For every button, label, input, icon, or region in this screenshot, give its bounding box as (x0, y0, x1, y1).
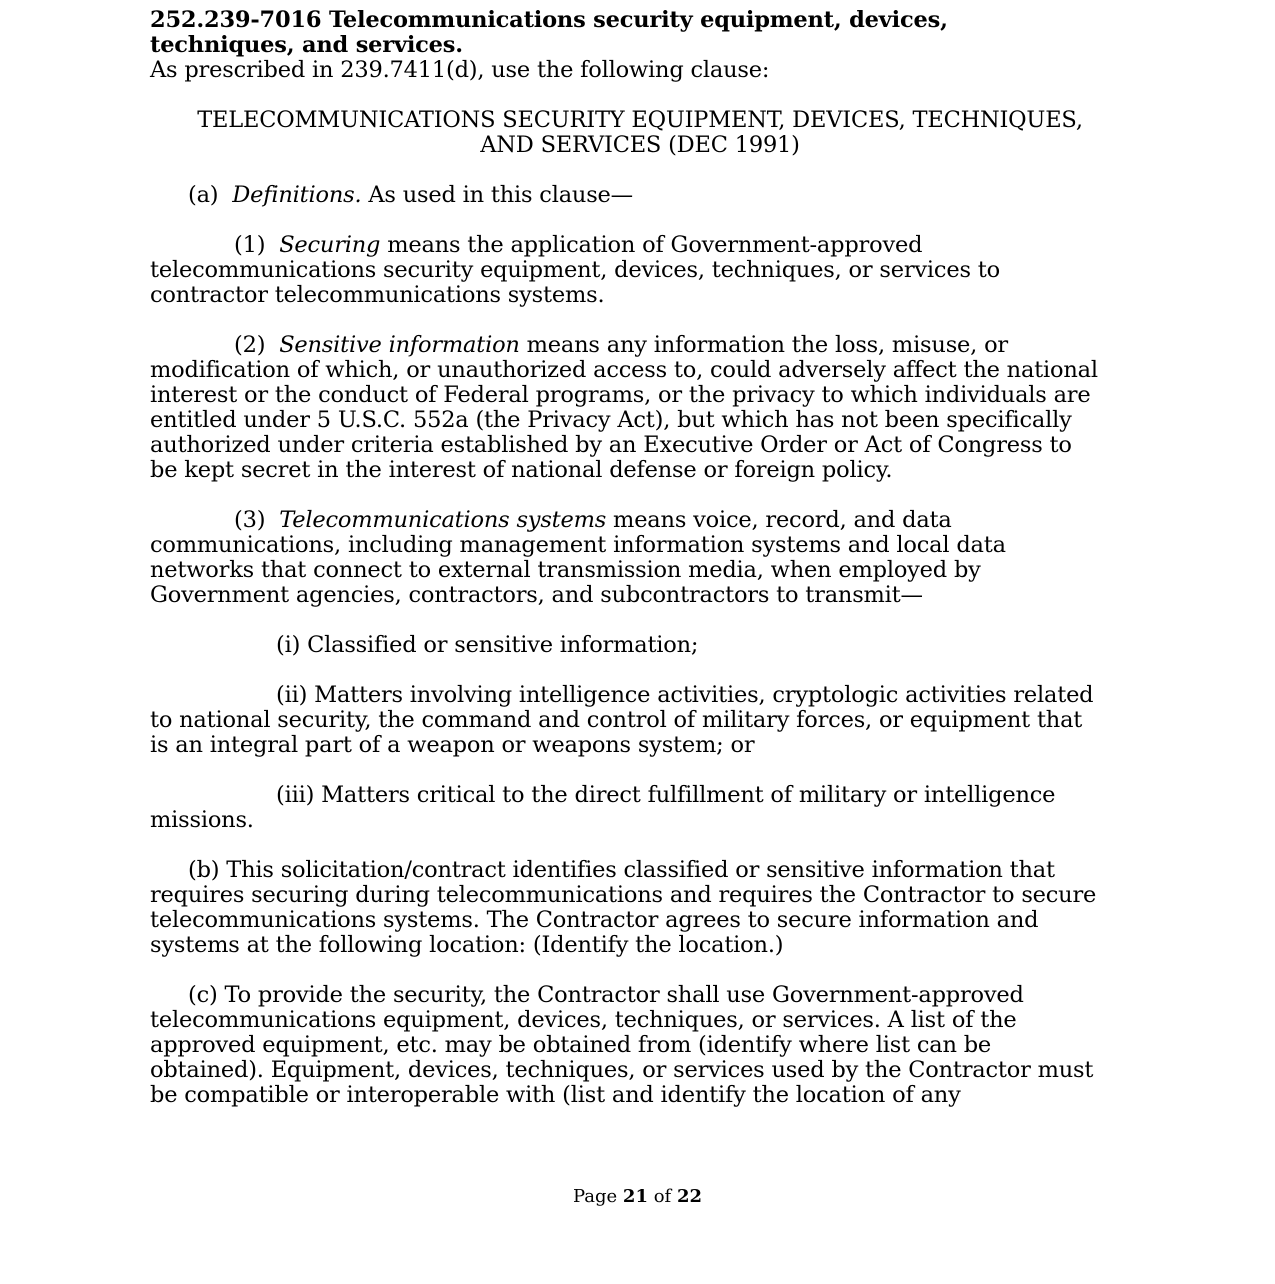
definition-2-line: modification of which, or unauthorized access to, could adversely affect the national (150, 357, 1098, 383)
definition-3-text: means voice, record, and data (606, 507, 952, 533)
definition-2-term: Sensitive information (279, 332, 520, 358)
paragraph-a-text: As used in this clause— (361, 182, 633, 208)
page-footer (0, 1186, 1275, 1208)
paragraph-b-first-line: (b) This solicitation/contract identifies classified or sensitive information that (188, 857, 1055, 883)
section-heading-line-2: techniques, and services. (150, 32, 463, 58)
section-heading-line-1: 252.239-7016 Telecommunications security equipment, devices, (150, 7, 948, 33)
sub-item-ii-line: to national security, the command and control of military forces, or equipment that (150, 707, 1083, 733)
paragraph-b-line: requires securing during telecommunications and requires the Contractor to secure (150, 882, 1097, 908)
definition-1-term: Securing (279, 232, 381, 258)
definition-2-text: means any information the loss, misuse, or (519, 332, 1008, 358)
definition-2-line: be kept secret in the interest of national defense or foreign policy. (150, 457, 893, 483)
paragraph-a-number: (a) (188, 182, 219, 208)
paragraph-b-line: systems at the following location: (Identify the location.) (150, 932, 784, 958)
paragraph-c-line: be compatible or interoperable with (list and identify the location of any (150, 1082, 961, 1108)
paragraph-a-term: Definitions. (232, 182, 362, 208)
sub-item-iii-first-line: (iii) Matters critical to the direct fulfillment of military or intelligence (276, 782, 1056, 808)
clause-title-line-1: TELECOMMUNICATIONS SECURITY EQUIPMENT, DEVICES, TECHNIQUES, (197, 107, 1083, 133)
paragraph-c-line: telecommunications equipment, devices, techniques, or services. A list of the (150, 1007, 1017, 1033)
definition-2-line: authorized under criteria established by an Executive Order or Act of Congress to (150, 432, 1072, 458)
paragraph-c-first-line: (c) To provide the security, the Contractor shall use Government-approved (188, 982, 1024, 1008)
definition-3-term: Telecommunications systems (279, 507, 607, 533)
footer-page-number: 21 (622, 1186, 648, 1207)
definition-3-line: networks that connect to external transmission media, when employed by (150, 557, 981, 583)
sub-item-ii-line: is an integral part of a weapon or weapons system; or (150, 732, 755, 758)
definition-3-first-line (150, 508, 1130, 533)
definition-1-line: telecommunications security equipment, devices, techniques, or services to (150, 257, 1000, 283)
definition-3-line: Government agencies, contractors, and subcontractors to transmit— (150, 582, 923, 608)
paragraph-b-line: telecommunications systems. The Contractor agrees to secure information and (150, 907, 1039, 933)
prescription-text: As prescribed in 239.7411(d), use the following clause: (150, 57, 770, 83)
definition-3-number: (3) (234, 507, 266, 533)
paragraph-c-line: obtained). Equipment, devices, techniques, or services used by the Contractor must (150, 1057, 1094, 1083)
footer-page-total: 22 (676, 1186, 703, 1207)
definition-1-text: means the application of Government-approved (380, 232, 923, 258)
footer-page-word: Page (572, 1186, 618, 1207)
sub-item-i: (i) Classified or sensitive information; (276, 632, 699, 658)
definition-1-line: contractor telecommunications systems. (150, 282, 605, 308)
sub-item-ii-first-line: (ii) Matters involving intelligence activities, cryptologic activities related (276, 682, 1094, 708)
definition-1-number: (1) (234, 232, 266, 258)
definition-2-line: entitled under 5 U.S.C. 552a (the Privacy Act), but which has not been specifically (150, 407, 1072, 433)
definition-2-first-line (150, 333, 1130, 358)
definition-2-number: (2) (234, 332, 266, 358)
paragraph-c-line: approved equipment, etc. may be obtained from (identify where list can be (150, 1032, 992, 1058)
sub-item-iii-line: missions. (150, 807, 254, 833)
clause-title-line-2: AND SERVICES (DEC 1991) (480, 132, 800, 158)
definition-1-first-line (150, 233, 1130, 258)
definition-3-line: communications, including management information systems and local data (150, 532, 1006, 558)
definition-2-line: interest or the conduct of Federal programs, or the privacy to which individuals are (150, 382, 1091, 408)
paragraph-a (150, 183, 1130, 208)
footer-of-word: of (653, 1186, 672, 1207)
document-page (150, 8, 1130, 1108)
